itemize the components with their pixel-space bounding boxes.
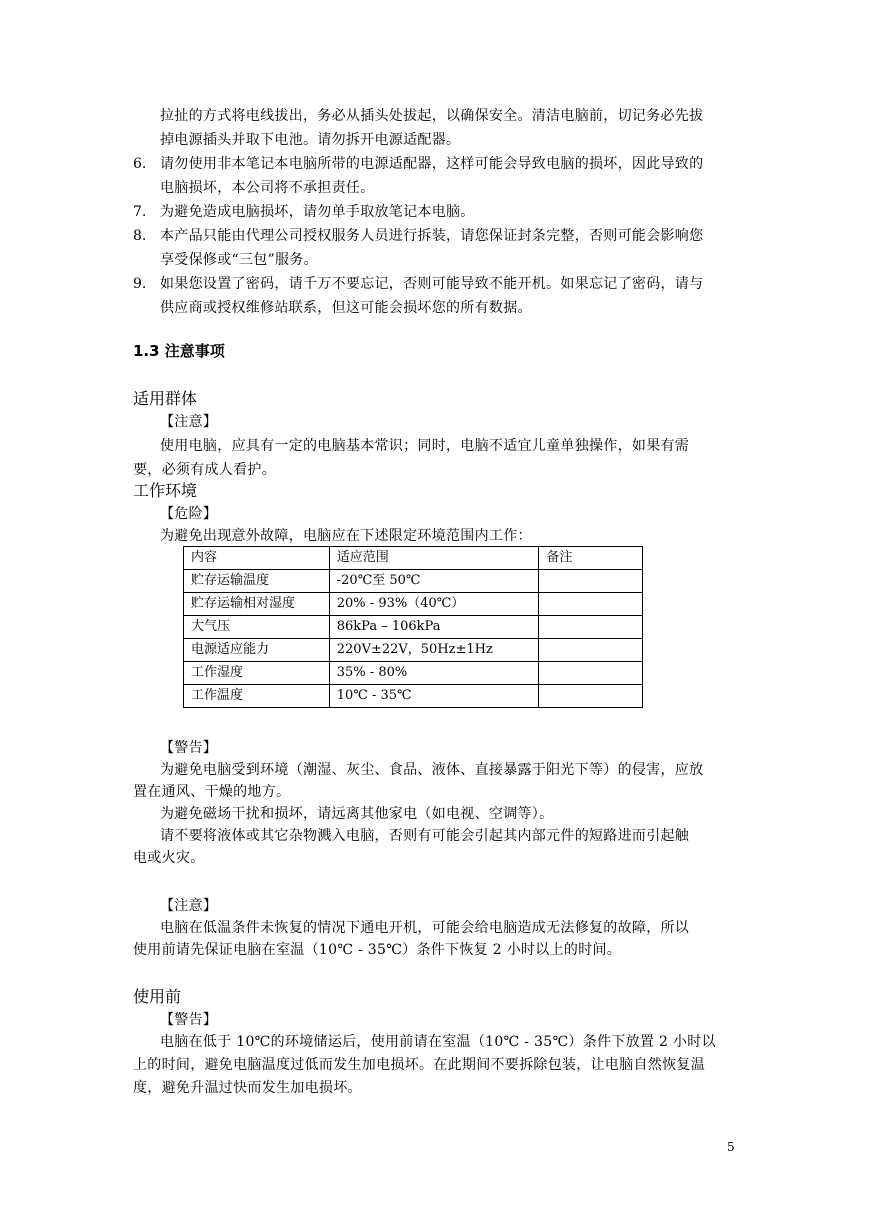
table-row xyxy=(184,662,643,685)
table-cell: 工作温度 xyxy=(184,685,330,708)
table-cell: 工作湿度 xyxy=(184,662,330,685)
table-cell: 86kPa – 106kPa xyxy=(329,616,539,639)
note-label: 【注意】 xyxy=(160,414,218,430)
list-item-text: 请勿使用非本笔记本电脑所带的电源适配器，这样可能会导致电脑的损坏，因此导致的 xyxy=(160,156,704,172)
table-cell: -20℃至 50℃ xyxy=(329,570,539,593)
table-header-cell: 备注 xyxy=(539,547,643,570)
danger-label: 【危险】 xyxy=(160,506,218,522)
table-header-cell: 适应范围 xyxy=(329,547,539,570)
body-text-line: 使用前请先保证电脑在室温（10℃ - 35℃）条件下恢复 2 小时以上的时间。 xyxy=(133,942,622,958)
list-number: 6. xyxy=(133,156,147,172)
body-text-line: 要，必须有成人看护。 xyxy=(133,462,276,478)
body-text-line: 为避免出现意外故障，电脑应在下述限定环境范围内工作： xyxy=(160,528,532,544)
body-text-line: 拉扯的方式将电线拔出，务必从插头处拔起，以确保安全。清洁电脑前，切记务必先拔 xyxy=(160,108,704,124)
body-text-line: 度，避免升温过快而发生加电损坏。 xyxy=(133,1080,362,1096)
table-row xyxy=(184,593,643,616)
list-item-text: 如果您设置了密码，请千万不要忘记，否则可能导致不能开机。如果忘记了密码，请与 xyxy=(160,276,704,292)
body-text-line: 请不要将液体或其它杂物溅入电脑，否则有可能会引起其内部元件的短路进而引起触 xyxy=(160,828,690,844)
environment-table xyxy=(183,546,643,708)
note-label: 【注意】 xyxy=(160,898,218,914)
table-cell: 电源适应能力 xyxy=(184,639,330,662)
table-cell: 贮存运输温度 xyxy=(184,570,330,593)
table-row xyxy=(184,685,643,708)
list-number: 7. xyxy=(133,204,147,220)
body-text-line: 电脑在低于 10℃的环境储运后，使用前请在室温（10℃ - 35℃）条件下放置 2 小时以 xyxy=(160,1034,716,1050)
table-cell xyxy=(539,685,643,708)
table-cell: 贮存运输相对湿度 xyxy=(184,593,330,616)
body-text-line: 掉电源插头并取下电池。请勿拆开电源适配器。 xyxy=(160,132,461,148)
body-text-line: 电或火灾。 xyxy=(133,850,205,866)
body-text-line: 为避免电脑受到环境（潮湿、灰尘、食品、液体、直接暴露于阳光下等）的侵害，应放 xyxy=(160,762,704,778)
table-cell xyxy=(539,616,643,639)
table-header-cell: 内容 xyxy=(184,547,330,570)
list-item-text: 享受保修或“三包”服务。 xyxy=(160,252,318,268)
list-item-text: 供应商或授权维修站联系，但这可能会损坏您的所有数据。 xyxy=(160,300,532,316)
table-cell: 10℃ - 35℃ xyxy=(329,685,539,708)
page-number: 5 xyxy=(727,1140,735,1154)
table-cell: 35% - 80% xyxy=(329,662,539,685)
section-title: 1.3 注意事项 xyxy=(133,342,225,360)
warning-label: 【警告】 xyxy=(160,1012,218,1028)
body-text-line: 电脑在低温条件未恢复的情况下通电开机，可能会给电脑造成无法修复的故障，所以 xyxy=(160,920,690,936)
subsection-title: 适用群体 xyxy=(133,389,198,408)
body-text-line: 使用电脑，应具有一定的电脑基本常识；同时，电脑不适宜儿童单独操作，如果有需 xyxy=(160,438,690,454)
table-row xyxy=(184,570,643,593)
list-item-text: 电脑损坏，本公司将不承担责任。 xyxy=(160,180,375,196)
body-text-line: 上的时间，避免电脑温度过低而发生加电损坏。在此期间不要拆除包装，让电脑自然恢复温 xyxy=(133,1057,705,1073)
table-cell xyxy=(539,662,643,685)
table-row xyxy=(184,639,643,662)
warning-label: 【警告】 xyxy=(160,740,218,756)
table-cell xyxy=(539,639,643,662)
subsection-title: 使用前 xyxy=(133,987,182,1006)
table-row xyxy=(184,616,643,639)
list-number: 9. xyxy=(133,276,147,292)
subsection-title: 工作环境 xyxy=(133,481,198,500)
table-cell xyxy=(539,570,643,593)
table-cell: 220V±22V，50Hz±1Hz xyxy=(329,639,539,662)
body-text-line: 置在通风、干燥的地方。 xyxy=(133,784,291,800)
table-cell xyxy=(539,593,643,616)
body-text-line: 为避免磁场干扰和损坏，请远离其他家电（如电视、空调等）。 xyxy=(160,806,554,822)
table-header-row xyxy=(184,547,643,570)
list-item-text: 为避免造成电脑损坏，请勿单手取放笔记本电脑。 xyxy=(160,204,475,220)
list-number: 8. xyxy=(133,228,147,244)
list-item-text: 本产品只能由代理公司授权服务人员进行拆装，请您保证封条完整，否则可能会影响您 xyxy=(160,228,704,244)
table-cell: 大气压 xyxy=(184,616,330,639)
table-cell: 20% - 93%（40℃） xyxy=(329,593,539,616)
